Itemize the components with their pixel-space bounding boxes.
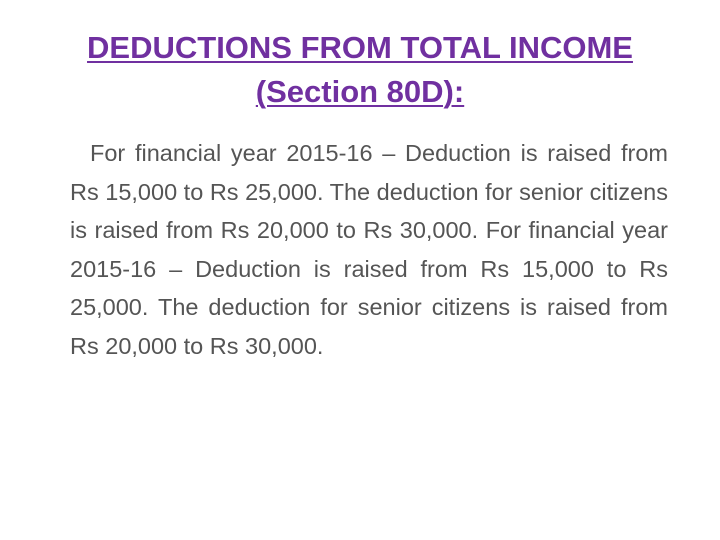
title-line-1: DEDUCTIONS FROM TOTAL INCOME — [87, 30, 633, 65]
body-paragraph: For financial year 2015-16 – Deduction is raised from Rs 15,000 to Rs 25,000. The deduction for senior citizens is raised from Rs 20,000 to Rs 30,000. For financial year 2015-16 – Deduction is raised from Rs 15,000 to Rs 25,000. The deduction for senior citizens is raised from Rs 20,000 to Rs 30,000. — [70, 140, 668, 359]
slide-title — [40, 26, 680, 114]
title-line-2: (Section 80D): — [255, 74, 465, 109]
